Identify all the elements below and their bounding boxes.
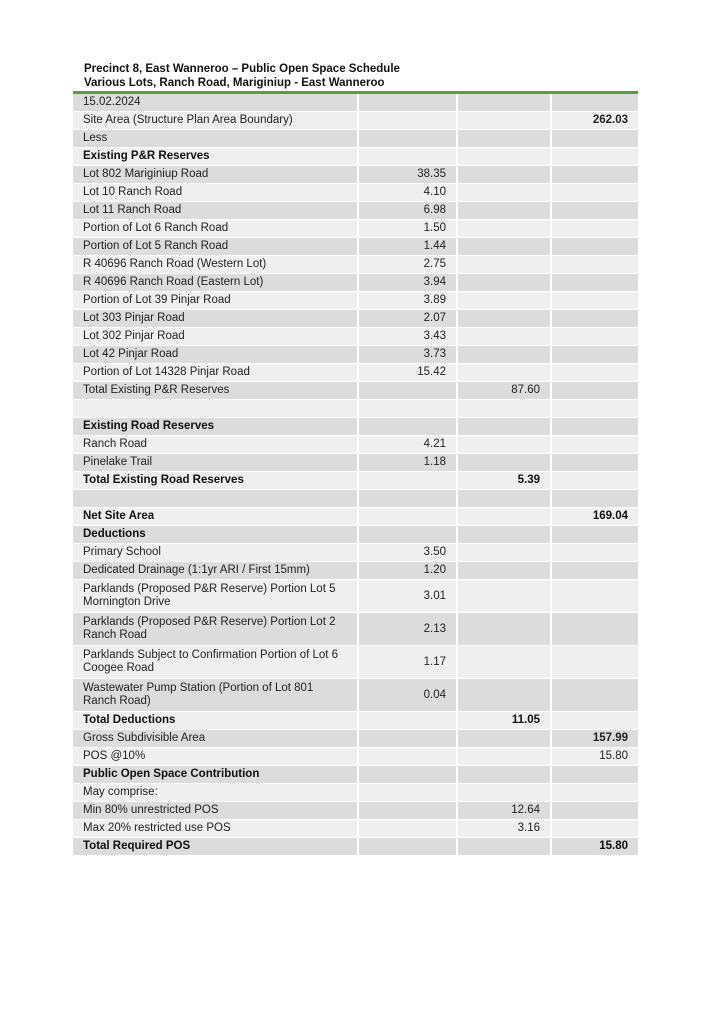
- item-area-cell: 15.42: [359, 364, 458, 382]
- item-area-cell: 1.44: [359, 238, 458, 256]
- total-cell: [552, 454, 638, 472]
- row-label: Pinelake Trail: [73, 454, 359, 472]
- table-row: [73, 166, 638, 184]
- total-cell: [552, 220, 638, 238]
- total-cell: [552, 712, 638, 730]
- row-label: Portion of Lot 39 Pinjar Road: [73, 292, 359, 310]
- subtotal-cell: [458, 436, 552, 454]
- item-area-cell: 4.21: [359, 436, 458, 454]
- row-label: R 40696 Ranch Road (Eastern Lot): [73, 274, 359, 292]
- table-row: [73, 274, 638, 292]
- subtotal-cell: 11.05: [458, 712, 552, 730]
- table-row: [73, 748, 638, 766]
- table-row: [73, 256, 638, 274]
- row-label: Public Open Space Contribution: [73, 766, 359, 784]
- item-area-cell: [359, 94, 458, 112]
- table-row: [73, 418, 638, 436]
- row-label: R 40696 Ranch Road (Western Lot): [73, 256, 359, 274]
- table-row: [73, 382, 638, 400]
- total-cell: 15.80: [552, 748, 638, 766]
- subtotal-cell: [458, 202, 552, 220]
- item-area-cell: [359, 400, 458, 418]
- subtotal-cell: [458, 544, 552, 562]
- row-label: Existing Road Reserves: [73, 418, 359, 436]
- row-label: Min 80% unrestricted POS: [73, 802, 359, 820]
- row-label: Gross Subdivisible Area: [73, 730, 359, 748]
- item-area-cell: [359, 712, 458, 730]
- total-cell: [552, 784, 638, 802]
- subtotal-cell: [458, 613, 552, 646]
- total-cell: [552, 202, 638, 220]
- table-row: [73, 292, 638, 310]
- row-label: Total Deductions: [73, 712, 359, 730]
- subtotal-cell: 87.60: [458, 382, 552, 400]
- table-row: [73, 646, 638, 679]
- item-area-cell: [359, 148, 458, 166]
- row-label: Wastewater Pump Station (Portion of Lot 801 Ranch Road): [73, 679, 359, 712]
- subtotal-cell: [458, 130, 552, 148]
- row-label: POS @10%: [73, 748, 359, 766]
- subtotal-cell: [458, 274, 552, 292]
- total-cell: [552, 310, 638, 328]
- subtotal-cell: [458, 364, 552, 382]
- item-area-cell: 3.73: [359, 346, 458, 364]
- total-cell: [552, 613, 638, 646]
- row-label: May comprise:: [73, 784, 359, 802]
- total-cell: [552, 166, 638, 184]
- schedule-title: Precinct 8, East Wanneroo – Public Open Space Schedule: [84, 63, 400, 75]
- subtotal-cell: [458, 730, 552, 748]
- item-area-cell: [359, 418, 458, 436]
- subtotal-cell: [458, 112, 552, 130]
- item-area-cell: [359, 526, 458, 544]
- item-area-cell: [359, 730, 458, 748]
- total-cell: [552, 490, 638, 508]
- subtotal-cell: [458, 400, 552, 418]
- table-row: [73, 346, 638, 364]
- table-row: [73, 802, 638, 820]
- table-row: [73, 613, 638, 646]
- table-row: [73, 94, 638, 112]
- total-cell: [552, 94, 638, 112]
- row-label: Max 20% restricted use POS: [73, 820, 359, 838]
- item-area-cell: 3.50: [359, 544, 458, 562]
- subtotal-cell: [458, 766, 552, 784]
- item-area-cell: [359, 472, 458, 490]
- total-cell: [552, 400, 638, 418]
- item-area-cell: [359, 490, 458, 508]
- subtotal-cell: [458, 184, 552, 202]
- subtotal-cell: [458, 238, 552, 256]
- row-label: Lot 303 Pinjar Road: [73, 310, 359, 328]
- total-cell: [552, 328, 638, 346]
- schedule-body: [73, 94, 638, 856]
- subtotal-cell: [458, 748, 552, 766]
- item-area-cell: [359, 112, 458, 130]
- item-area-cell: 2.13: [359, 613, 458, 646]
- item-area-cell: 1.18: [359, 454, 458, 472]
- item-area-cell: [359, 820, 458, 838]
- item-area-cell: 2.07: [359, 310, 458, 328]
- total-cell: [552, 382, 638, 400]
- row-label: Lot 42 Pinjar Road: [73, 346, 359, 364]
- subtotal-cell: [458, 580, 552, 613]
- table-row: [73, 679, 638, 712]
- total-cell: 262.03: [552, 112, 638, 130]
- schedule-header: [84, 62, 400, 90]
- table-row: [73, 148, 638, 166]
- subtotal-cell: 12.64: [458, 802, 552, 820]
- table-row: [73, 766, 638, 784]
- total-cell: [552, 820, 638, 838]
- table-row: [73, 220, 638, 238]
- row-label: Parklands (Proposed P&R Reserve) Portion Lot 2 Ranch Road: [73, 613, 359, 646]
- row-label: Total Required POS: [73, 838, 359, 856]
- table-row: [73, 400, 638, 418]
- row-label: Total Existing P&R Reserves: [73, 382, 359, 400]
- item-area-cell: [359, 382, 458, 400]
- item-area-cell: 3.89: [359, 292, 458, 310]
- subtotal-cell: [458, 292, 552, 310]
- table-row: [73, 544, 638, 562]
- table-row: [73, 562, 638, 580]
- row-label: Portion of Lot 14328 Pinjar Road: [73, 364, 359, 382]
- item-area-cell: 6.98: [359, 202, 458, 220]
- item-area-cell: [359, 838, 458, 856]
- subtotal-cell: [458, 454, 552, 472]
- row-label: Net Site Area: [73, 508, 359, 526]
- total-cell: [552, 472, 638, 490]
- total-cell: [552, 436, 638, 454]
- row-label: Parklands (Proposed P&R Reserve) Portion Lot 5 Mornington Drive: [73, 580, 359, 613]
- total-cell: [552, 364, 638, 382]
- item-area-cell: 3.94: [359, 274, 458, 292]
- item-area-cell: 3.01: [359, 580, 458, 613]
- table-row: [73, 526, 638, 544]
- row-label: Deductions: [73, 526, 359, 544]
- table-row: [73, 112, 638, 130]
- table-row: [73, 364, 638, 382]
- total-cell: [552, 646, 638, 679]
- row-label: Dedicated Drainage (1:1yr ARI / First 15mm): [73, 562, 359, 580]
- item-area-cell: 1.50: [359, 220, 458, 238]
- total-cell: [552, 766, 638, 784]
- item-area-cell: 2.75: [359, 256, 458, 274]
- total-cell: [552, 148, 638, 166]
- table-row: [73, 184, 638, 202]
- item-area-cell: 3.43: [359, 328, 458, 346]
- item-area-cell: 4.10: [359, 184, 458, 202]
- subtotal-cell: [458, 310, 552, 328]
- row-label: Portion of Lot 5 Ranch Road: [73, 238, 359, 256]
- row-label: Parklands Subject to Confirmation Portion of Lot 6 Coogee Road: [73, 646, 359, 679]
- subtotal-cell: [458, 526, 552, 544]
- table-row: [73, 838, 638, 856]
- total-cell: 15.80: [552, 838, 638, 856]
- total-cell: 157.99: [552, 730, 638, 748]
- subtotal-cell: [458, 346, 552, 364]
- table-row: [73, 784, 638, 802]
- total-cell: [552, 544, 638, 562]
- schedule-subtitle: Various Lots, Ranch Road, Mariginiup - East Wanneroo: [84, 77, 385, 89]
- row-label: Ranch Road: [73, 436, 359, 454]
- subtotal-cell: [458, 166, 552, 184]
- total-cell: [552, 274, 638, 292]
- table-row: [73, 820, 638, 838]
- table-row: [73, 580, 638, 613]
- item-area-cell: 1.20: [359, 562, 458, 580]
- row-label: 15.02.2024: [73, 94, 359, 112]
- table-row: [73, 490, 638, 508]
- total-cell: [552, 418, 638, 436]
- subtotal-cell: 3.16: [458, 820, 552, 838]
- total-cell: [552, 802, 638, 820]
- subtotal-cell: [458, 508, 552, 526]
- table-row: [73, 328, 638, 346]
- subtotal-cell: [458, 256, 552, 274]
- total-cell: [552, 130, 638, 148]
- row-label: Total Existing Road Reserves: [73, 472, 359, 490]
- table-row: [73, 202, 638, 220]
- subtotal-cell: [458, 679, 552, 712]
- row-label: Site Area (Structure Plan Area Boundary): [73, 112, 359, 130]
- table-row: [73, 508, 638, 526]
- row-label: Lot 10 Ranch Road: [73, 184, 359, 202]
- item-area-cell: [359, 784, 458, 802]
- subtotal-cell: [458, 838, 552, 856]
- total-cell: [552, 526, 638, 544]
- table-row: [73, 730, 638, 748]
- total-cell: [552, 679, 638, 712]
- table-row: [73, 472, 638, 490]
- table-row: [73, 130, 638, 148]
- table-row: [73, 310, 638, 328]
- item-area-cell: [359, 508, 458, 526]
- subtotal-cell: [458, 148, 552, 166]
- total-cell: [552, 346, 638, 364]
- table-row: [73, 454, 638, 472]
- row-label: [73, 400, 359, 418]
- row-label: Primary School: [73, 544, 359, 562]
- subtotal-cell: [458, 646, 552, 679]
- row-label: Less: [73, 130, 359, 148]
- total-cell: [552, 256, 638, 274]
- total-cell: [552, 184, 638, 202]
- item-area-cell: 1.17: [359, 646, 458, 679]
- subtotal-cell: 5.39: [458, 472, 552, 490]
- table-row: [73, 712, 638, 730]
- total-cell: 169.04: [552, 508, 638, 526]
- item-area-cell: [359, 130, 458, 148]
- table-row: [73, 436, 638, 454]
- row-label: Lot 11 Ranch Road: [73, 202, 359, 220]
- item-area-cell: 0.04: [359, 679, 458, 712]
- total-cell: [552, 580, 638, 613]
- table-row: [73, 238, 638, 256]
- row-label: Lot 302 Pinjar Road: [73, 328, 359, 346]
- row-label: Lot 802 Mariginiup Road: [73, 166, 359, 184]
- total-cell: [552, 292, 638, 310]
- subtotal-cell: [458, 220, 552, 238]
- item-area-cell: [359, 748, 458, 766]
- row-label: Portion of Lot 6 Ranch Road: [73, 220, 359, 238]
- item-area-cell: [359, 802, 458, 820]
- row-label: Existing P&R Reserves: [73, 148, 359, 166]
- pos-schedule-table: [73, 94, 638, 856]
- subtotal-cell: [458, 94, 552, 112]
- subtotal-cell: [458, 418, 552, 436]
- subtotal-cell: [458, 490, 552, 508]
- total-cell: [552, 562, 638, 580]
- row-label: [73, 490, 359, 508]
- subtotal-cell: [458, 784, 552, 802]
- subtotal-cell: [458, 328, 552, 346]
- total-cell: [552, 238, 638, 256]
- item-area-cell: [359, 766, 458, 784]
- item-area-cell: 38.35: [359, 166, 458, 184]
- subtotal-cell: [458, 562, 552, 580]
